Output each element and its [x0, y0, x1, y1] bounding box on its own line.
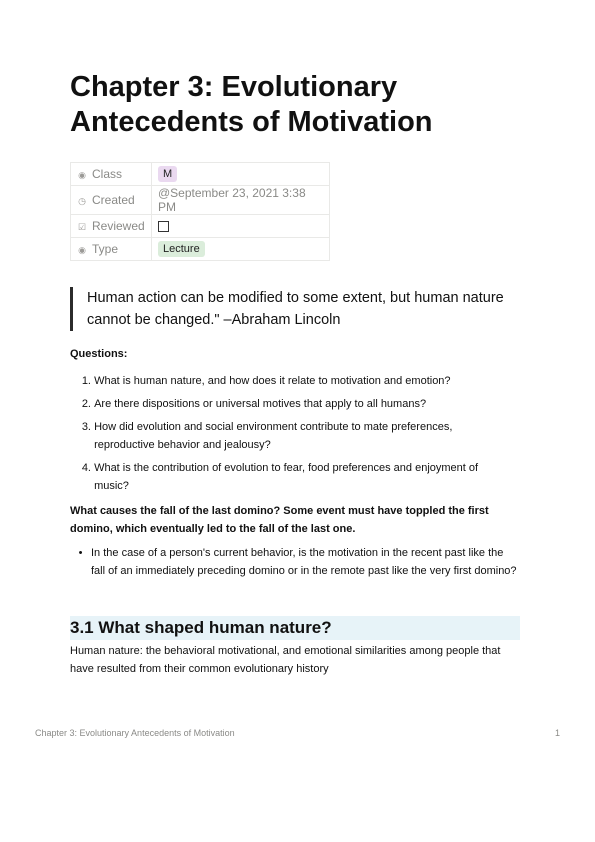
list-number: 3. — [81, 421, 91, 433]
footer-title: Chapter 3: Evolutionary Antecedents of Motivation — [35, 728, 235, 738]
created-date[interactable]: @September 23, 2021 3:38 PM — [158, 186, 306, 214]
property-key: Type — [92, 242, 119, 256]
page-title: Chapter 3: Evolutionary Antecedents of Motivation — [70, 71, 433, 138]
clock-icon: ◷ — [78, 196, 86, 206]
reviewed-checkbox[interactable] — [158, 221, 169, 232]
section-heading: 3.1 What shaped human nature? — [70, 616, 520, 640]
list-item — [70, 372, 510, 390]
type-tag[interactable]: Lecture — [158, 241, 205, 257]
property-key: Created — [92, 193, 135, 207]
questions-label: Questions: — [70, 348, 128, 360]
property-key: Reviewed — [92, 219, 145, 233]
properties-table — [70, 162, 330, 261]
list-item — [70, 459, 510, 495]
list-item-text: What is human nature, and how does it relate to motivation and emotion? — [94, 375, 451, 387]
list-item-text: How did evolution and social environment contribute to mate preferences, reproductive behavior and jealousy? — [94, 421, 453, 451]
list-number: 4. — [81, 462, 91, 474]
list-number: 1. — [81, 375, 91, 387]
quote-block: Human action can be modified to some extent, but human nature cannot be changed." –Abraham Lincoln — [70, 287, 527, 331]
list-item — [70, 395, 510, 413]
list-item-text: Are there dispositions or universal motives that apply to all humans? — [94, 398, 427, 410]
list-item-text: In the case of a person's current behavior, is the motivation in the recent past like the fall of an immediately preceding domino or in the remote past like the very first domino? — [91, 547, 517, 577]
list-item — [70, 418, 510, 454]
domino-paragraph: What causes the fall of the last domino? Some event must have toppled the first domino, which eventually led to the fall of the last one. — [70, 505, 489, 535]
list-item-text: What is the contribution of evolution to fear, food preferences and enjoyment of music? — [94, 462, 479, 492]
property-key: Class — [92, 167, 123, 181]
section-body: Human nature: the behavioral motivational, and emotional similarities among people that have resulted from their common evolutionary history — [70, 645, 501, 675]
questions-list — [70, 372, 510, 500]
property-row-created[interactable] — [71, 186, 330, 215]
list-number: 2. — [81, 398, 91, 410]
select-icon: ◉ — [78, 245, 86, 255]
class-tag[interactable]: M — [158, 166, 177, 182]
page-number: 1 — [554, 728, 560, 738]
property-row-class[interactable] — [71, 163, 330, 186]
list-item — [70, 544, 520, 580]
checkbox-icon: ☑ — [77, 222, 87, 232]
property-row-reviewed[interactable] — [71, 215, 330, 238]
bullet-list — [70, 544, 520, 580]
select-icon: ◉ — [78, 170, 86, 180]
bullet-icon: • — [78, 547, 83, 559]
property-row-type[interactable] — [71, 238, 330, 261]
